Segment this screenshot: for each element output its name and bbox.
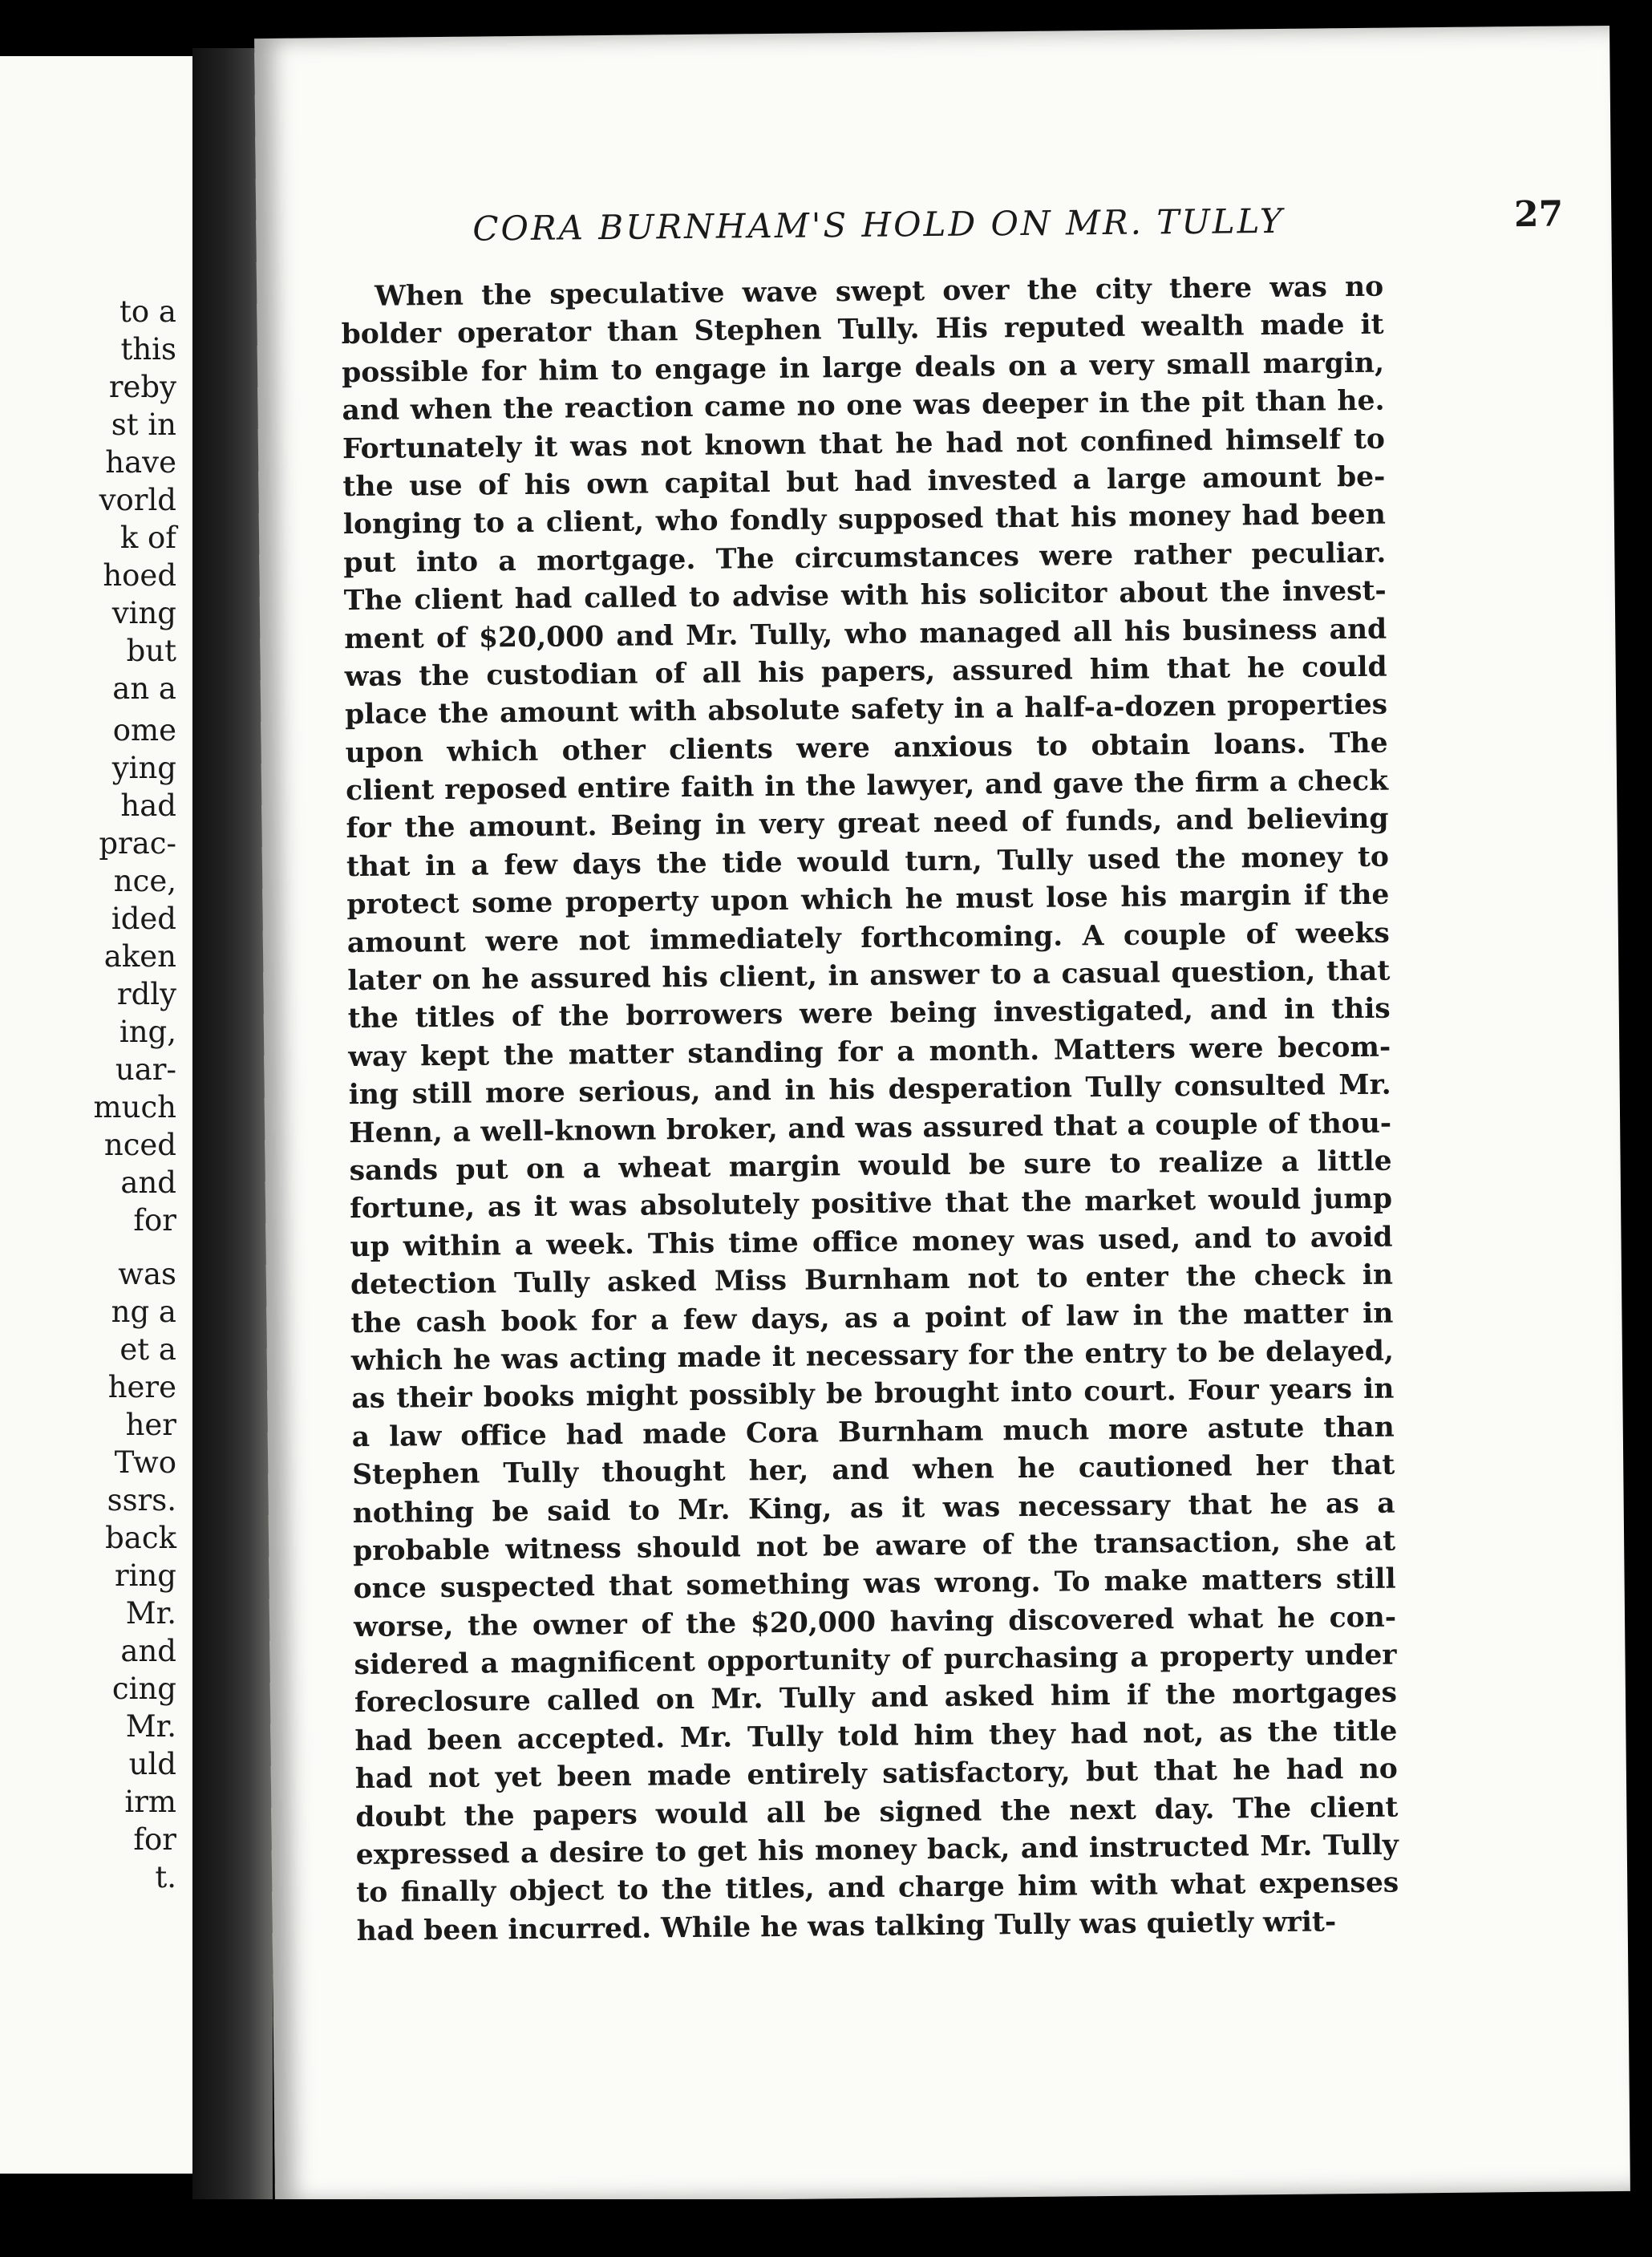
left-page-fragment: had: [120, 788, 176, 823]
text-line: as their books might possibly be brought into court. Four years in: [351, 1372, 1395, 1416]
left-page-fragment: for: [133, 1203, 176, 1238]
left-facing-page: [0, 56, 192, 2174]
left-page-fragment: aken: [103, 939, 176, 974]
text-line: way kept the matter standing for a month. Matters were becom-: [348, 1031, 1391, 1073]
left-page-fragment: irm: [124, 1785, 176, 1819]
left-page-fragment: vorld: [99, 483, 176, 517]
text-line: doubt the papers would all be signed the next day. The client: [355, 1791, 1399, 1834]
text-line: sands put on a wheat margin would be sure to realize a little: [349, 1145, 1392, 1188]
left-page-fragment: an a: [112, 671, 176, 706]
left-page-fragment: for: [133, 1822, 176, 1857]
text-line: and when the reaction came no one was deeper in the pit than he.: [342, 384, 1385, 427]
book-page: [254, 26, 1630, 2204]
left-page-fragment: but: [126, 634, 176, 668]
text-line: Stephen Tully thought her, and when he cautioned her that: [352, 1449, 1395, 1492]
left-page-fragment: cing: [111, 1671, 176, 1706]
text-line: a law office had made Cora Burnham much more astute than: [351, 1411, 1395, 1453]
text-line: Henn, a well-known broker, and was assured that a couple of thou-: [348, 1107, 1392, 1149]
text-line: bolder operator than Stephen Tully. His reputed wealth made it: [341, 309, 1384, 351]
text-line: When the speculative wave swept over the city there was no: [374, 270, 1384, 313]
text-line: amount were not immediately forthcoming. A couple of weeks: [346, 917, 1391, 959]
text-line: the use of his own capital but had invested a large amount be-: [342, 460, 1386, 504]
text-line: fortune, as it was absolutely positive that the market would jump: [349, 1182, 1393, 1226]
text-line: the titles of the borrowers were being investigated, and in this: [347, 993, 1391, 1035]
text-line: worse, the owner of the $20,000 having discovered what he con-: [353, 1601, 1397, 1643]
left-page-fragment: rdly: [116, 977, 176, 1011]
left-page-fragment: prac-: [99, 826, 176, 861]
text-line: sidered a magnificent opportunity of purchasing a property under: [354, 1639, 1397, 1682]
running-head: [472, 193, 1564, 257]
text-line: that in a few days the tide would turn, Tully used the money to: [346, 841, 1390, 883]
page-number: 27: [1513, 193, 1564, 236]
text-line: foreclosure called on Mr. Tully and asked him if the mortgages: [354, 1677, 1398, 1720]
text-line: to finally object to the titles, and charge him with what expenses: [356, 1866, 1399, 1910]
left-page-fragment: have: [105, 445, 176, 480]
text-line: up within a week. This time office money was used, and to avoid: [350, 1221, 1393, 1263]
left-page-fragment: ring: [114, 1558, 176, 1593]
text-line: once suspected that something was wrong. To make matters still: [353, 1562, 1396, 1606]
left-page-fragment: ing,: [119, 1015, 176, 1049]
text-line: place the amount with absolute safety in a half-a-dozen properties: [344, 688, 1388, 731]
left-page-fragment: much: [93, 1090, 176, 1124]
scan-border: [0, 2199, 1652, 2257]
text-line: was the custodian of all his papers, assured him that he could: [344, 650, 1387, 694]
text-line: for the amount. Being in very great need of funds, and believing: [346, 803, 1389, 845]
left-page-fragment: and: [120, 1634, 176, 1668]
left-page-fragment: was: [118, 1257, 176, 1291]
left-page-fragment: ssrs.: [107, 1483, 176, 1517]
text-line: possible for him to engage in large deals on a very small margin,: [341, 346, 1385, 389]
left-page-fragment: ying: [111, 751, 176, 785]
body-text: [341, 269, 1399, 1951]
text-line: The client had called to advise with his solicitor about the invest-: [343, 574, 1387, 618]
left-page-fragment: k of: [119, 521, 176, 555]
text-line: nothing be said to Mr. King, as it was necessary that he as a: [352, 1487, 1395, 1530]
text-line: had not yet been made entirely satisfactory, but that he had no: [354, 1753, 1399, 1796]
text-line: probable witness should not be aware of the transaction, she at: [352, 1525, 1396, 1567]
left-page-fragment: back: [105, 1521, 176, 1555]
left-page-fragment: this: [120, 332, 176, 367]
left-page-fragment: t.: [155, 1860, 176, 1894]
text-line: expressed a desire to get his money back, and instructed Mr. Tully: [355, 1829, 1399, 1872]
text-line: detection Tully asked Miss Burnham not to enter the check in: [350, 1258, 1394, 1302]
left-page-fragment: her: [125, 1408, 176, 1442]
text-line: longing to a client, who fondly supposed that his money had been: [342, 499, 1387, 541]
text-line: upon which other clients were anxious to obtain loans. The: [345, 727, 1388, 769]
text-line: had been incurred. While he was talking Tully was quietly writ-: [356, 1906, 1337, 1947]
left-page-fragment: uar-: [115, 1052, 176, 1087]
text-line: Fortunately it was not known that he had not confined himself to: [342, 423, 1386, 465]
left-page-fragment: ided: [111, 902, 176, 936]
left-page-fragment: nce,: [113, 864, 176, 898]
text-line: ing still more serious, and in his desperation Tully consulted Mr.: [348, 1068, 1391, 1112]
left-page-fragment: st in: [111, 407, 176, 442]
text-line: protect some property upon which he must lose his margin if the: [346, 878, 1390, 922]
left-page-fragment: ving: [111, 596, 176, 630]
text-line: the cash book for a few days, as a point of law in the matter in: [350, 1297, 1394, 1339]
left-page-fragment: ng a: [111, 1295, 176, 1329]
left-page-fragment: Mr.: [125, 1596, 176, 1631]
left-page-fragment: uld: [128, 1747, 176, 1781]
text-line: had been accepted. Mr. Tully told him they had not, as the title: [354, 1715, 1398, 1757]
left-page-fragment: to a: [119, 294, 176, 329]
left-page-fragment: and: [120, 1165, 176, 1200]
left-page-fragment: reby: [108, 370, 176, 404]
left-page-fragment: here: [107, 1370, 176, 1404]
text-line: client reposed entire faith in the lawyer, and gave the firm a check: [345, 764, 1389, 808]
left-page-fragment: nced: [103, 1128, 176, 1162]
left-page-fragment: Mr.: [125, 1709, 176, 1744]
left-page-fragment: ome: [112, 713, 176, 748]
text-line: put into a mortgage. The circumstances were rather peculiar.: [343, 537, 1387, 579]
running-title: CORA BURNHAM'S HOLD ON MR. TULLY: [472, 201, 1285, 249]
left-page-fragment: Two: [114, 1445, 176, 1480]
left-page-fragment: et a: [119, 1332, 176, 1367]
text-line: which he was acting made it necessary for the entry to be delayed,: [350, 1335, 1395, 1378]
text-line: later on he assured his client, in answer to a casual question, that: [347, 954, 1391, 998]
text-line: ment of $20,000 and Mr. Tully, who managed all his business and: [344, 613, 1387, 655]
left-page-fragment: hoed: [103, 558, 176, 593]
